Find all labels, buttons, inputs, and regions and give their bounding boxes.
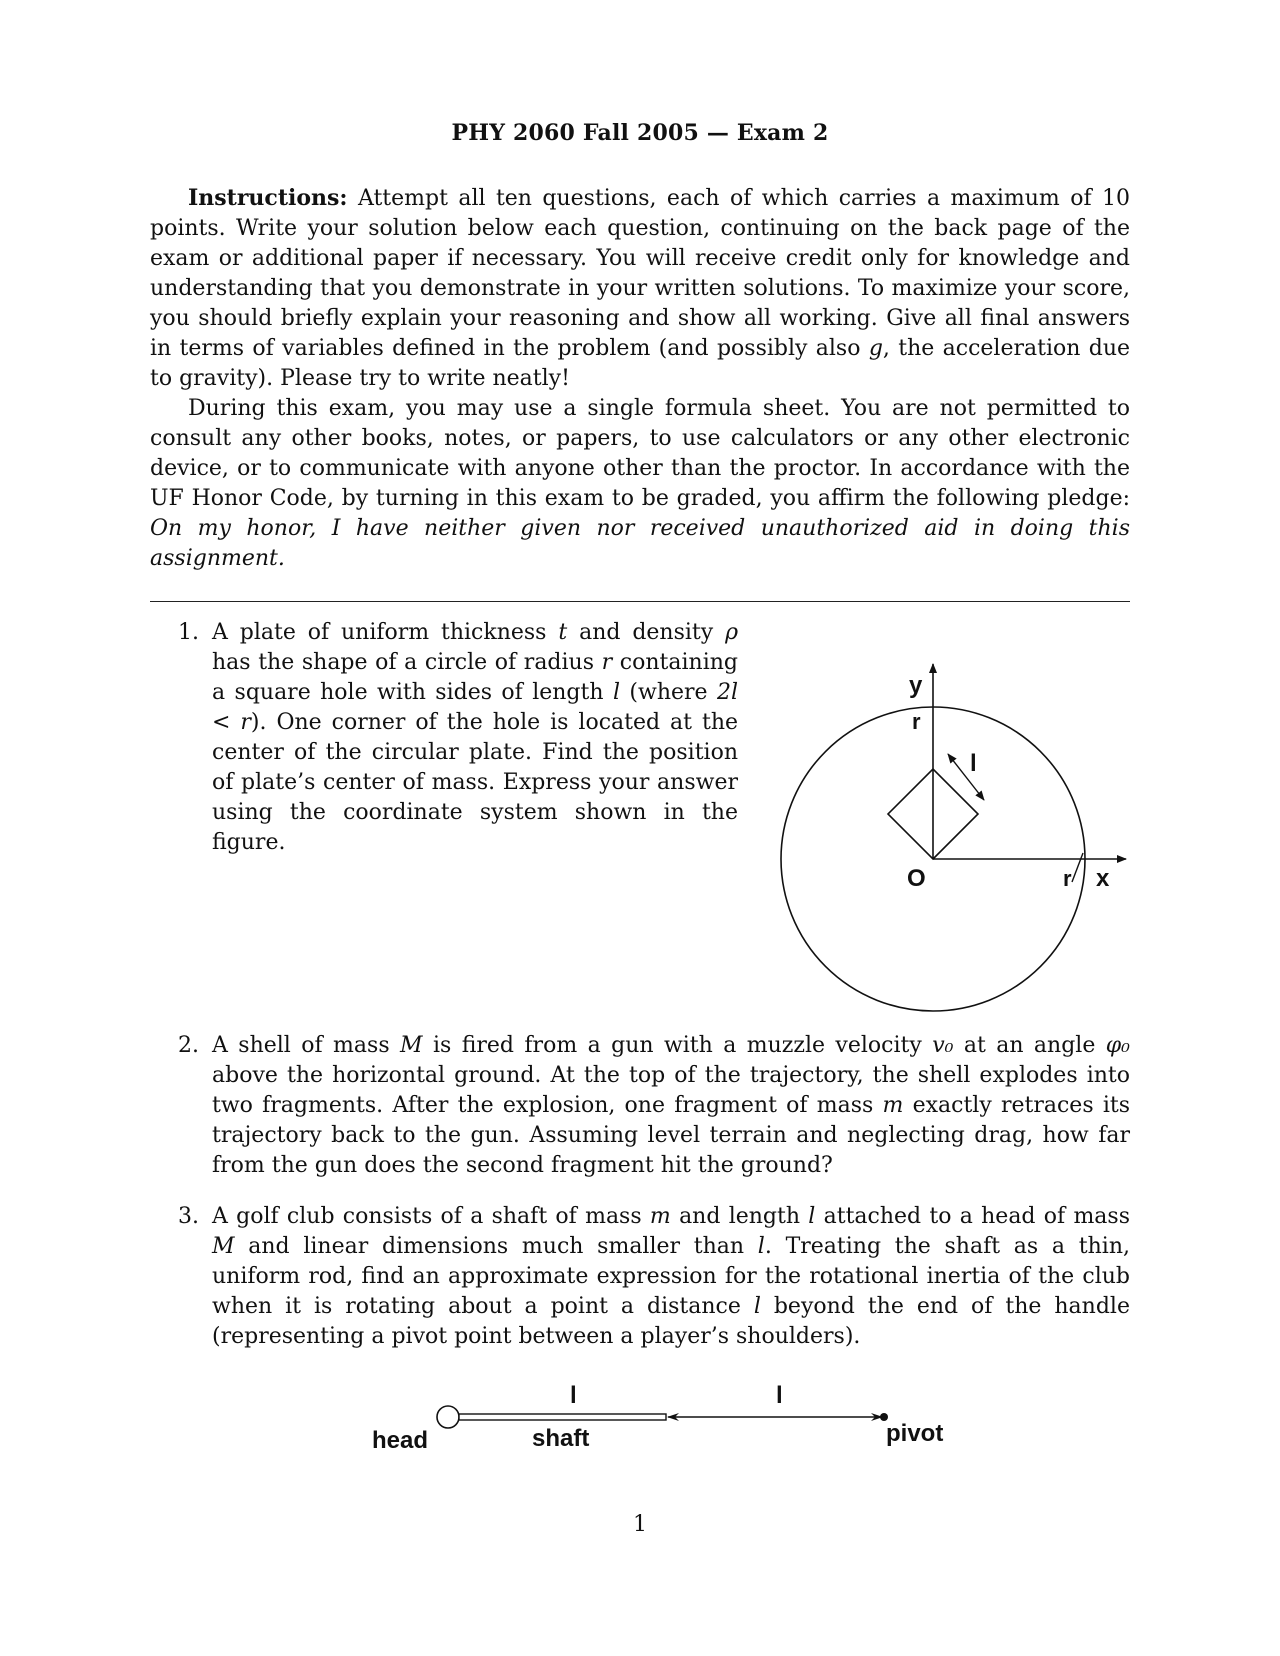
gap-length-label: l xyxy=(776,1382,783,1409)
y-axis-label: y xyxy=(909,672,923,699)
q1-var-r: r xyxy=(601,650,613,675)
q1-text-0: A plate of uniform thickness xyxy=(212,620,559,645)
q3-text-2: attached to a head of mass xyxy=(815,1204,1130,1229)
question-3-number: 3. xyxy=(178,1204,199,1229)
q1-var-l: l xyxy=(612,680,620,705)
q2-text-4: exactly retraces its trajectory back to the gun. Assuming level terrain and neglecting drag, how far from the gun does the second fragment hit the ground? xyxy=(212,1093,1130,1178)
q2-var-phi0: φ₀ xyxy=(1105,1033,1130,1058)
shaft-label: shaft xyxy=(532,1425,590,1452)
q1-text-5: ). One corner of the hole is located at the center of the circular plate. Find the position of plate’s center of mass. Express your answer using the coordinate system shown in the figure. xyxy=(212,710,739,855)
q3-text-5: beyond the end of the handle (representing a pivot point between a player’s shoulders). xyxy=(212,1294,1130,1349)
figure-golf-club-diagram xyxy=(360,1380,960,1460)
club-head xyxy=(437,1406,459,1428)
q1-text-3: containing a square hole with sides of length xyxy=(212,650,738,705)
radius-right-label: r xyxy=(1063,866,1072,891)
instructions-text-end: , the acceleration due to gravity). Please try to write neatly! xyxy=(150,336,1131,391)
q3-text-1: and length xyxy=(670,1204,809,1229)
instructions-text: Attempt all ten questions, each of which carries a maximum of 10 points. Write your solution below each question, continuing on the back page of the exam or additional paper if necessary. You will receive credit only for knowledge and understanding that you demonstrate in your written solutions. To maximize your score, you should briefly explain your reasoning and show all working. Give all final answers in terms of variables defined in the problem (and possibly also xyxy=(150,186,1130,361)
radius-top-label: r xyxy=(912,709,921,734)
q2-text-2: at an angle xyxy=(953,1033,1106,1058)
q1-text-1: and density xyxy=(567,620,726,645)
q2-var-v0: v₀ xyxy=(932,1033,954,1058)
q3-text-3: and linear dimensions much smaller than xyxy=(234,1234,758,1259)
q3-text-0: A golf club consists of a shaft of mass xyxy=(212,1204,650,1229)
side-length-label: l xyxy=(970,750,977,777)
q3-var-l-3: l xyxy=(753,1294,761,1319)
q1-inequality: 2l < r xyxy=(212,680,739,735)
q2-text-0: A shell of mass xyxy=(212,1033,401,1058)
q1-var-rho: ρ xyxy=(725,620,738,645)
instructions-label: Instructions: xyxy=(188,185,348,211)
page-title: PHY 2060 Fall 2005 — Exam 2 xyxy=(451,120,829,146)
instructions-paragraph xyxy=(150,183,1130,394)
honor-pledge: On my honor, I have neither given nor received unauthorized aid in doing this assignment. xyxy=(150,516,1130,571)
origin-label: O xyxy=(907,865,926,892)
x-axis-label: x xyxy=(1096,865,1110,892)
instructions-var-g: g xyxy=(868,336,883,361)
question-2-text xyxy=(212,1031,1130,1181)
question-2-number: 2. xyxy=(178,1033,199,1058)
q3-var-l: l xyxy=(808,1204,816,1229)
q1-text-2: has the shape of a circle of radius xyxy=(212,650,602,675)
side-length-arrow xyxy=(948,754,984,800)
shaft-length-label: l xyxy=(570,1382,577,1409)
q1-text-4: (where xyxy=(620,680,717,705)
q3-var-m: m xyxy=(649,1204,671,1229)
q3-text-4: . Treating the shaft as a thin, uniform rod, find an approximate expression for the rotational inertia of the club when it is rotating about a point a distance xyxy=(212,1234,1130,1319)
figure-plate-diagram xyxy=(770,650,1150,1030)
q2-var-M: M xyxy=(400,1033,423,1058)
page-number: 1 xyxy=(633,1512,647,1537)
q2-var-m: m xyxy=(882,1093,904,1118)
question-1-number: 1. xyxy=(178,620,199,645)
q3-var-M: M xyxy=(212,1234,235,1259)
q2-text-1: is fired from a gun with a muzzle velocity xyxy=(422,1033,933,1058)
question-3-text xyxy=(212,1202,1130,1352)
q2-text-3: above the horizontal ground. At the top of the trajectory, the shell explodes into two fragments. After the explosion, one fragment of mass xyxy=(212,1063,1130,1118)
q1-var-t: t xyxy=(558,620,568,645)
head-label: head xyxy=(372,1427,429,1454)
pivot-label: pivot xyxy=(886,1420,944,1447)
policy-text: During this exam, you may use a single formula sheet. You are not permitted to consult any other books, notes, or papers, to use calculators or any other electronic device, or to communicate with anyone other than the proctor. In accordance with the UF Honor Code, by turning in this exam to be graded, you affirm the following pledge: xyxy=(150,396,1130,511)
club-shaft xyxy=(459,1414,666,1420)
question-1-text xyxy=(212,618,738,858)
q3-var-l-2: l xyxy=(757,1234,765,1259)
divider xyxy=(150,601,1130,602)
radius-tick xyxy=(1072,853,1083,882)
policy-paragraph xyxy=(150,394,1130,574)
